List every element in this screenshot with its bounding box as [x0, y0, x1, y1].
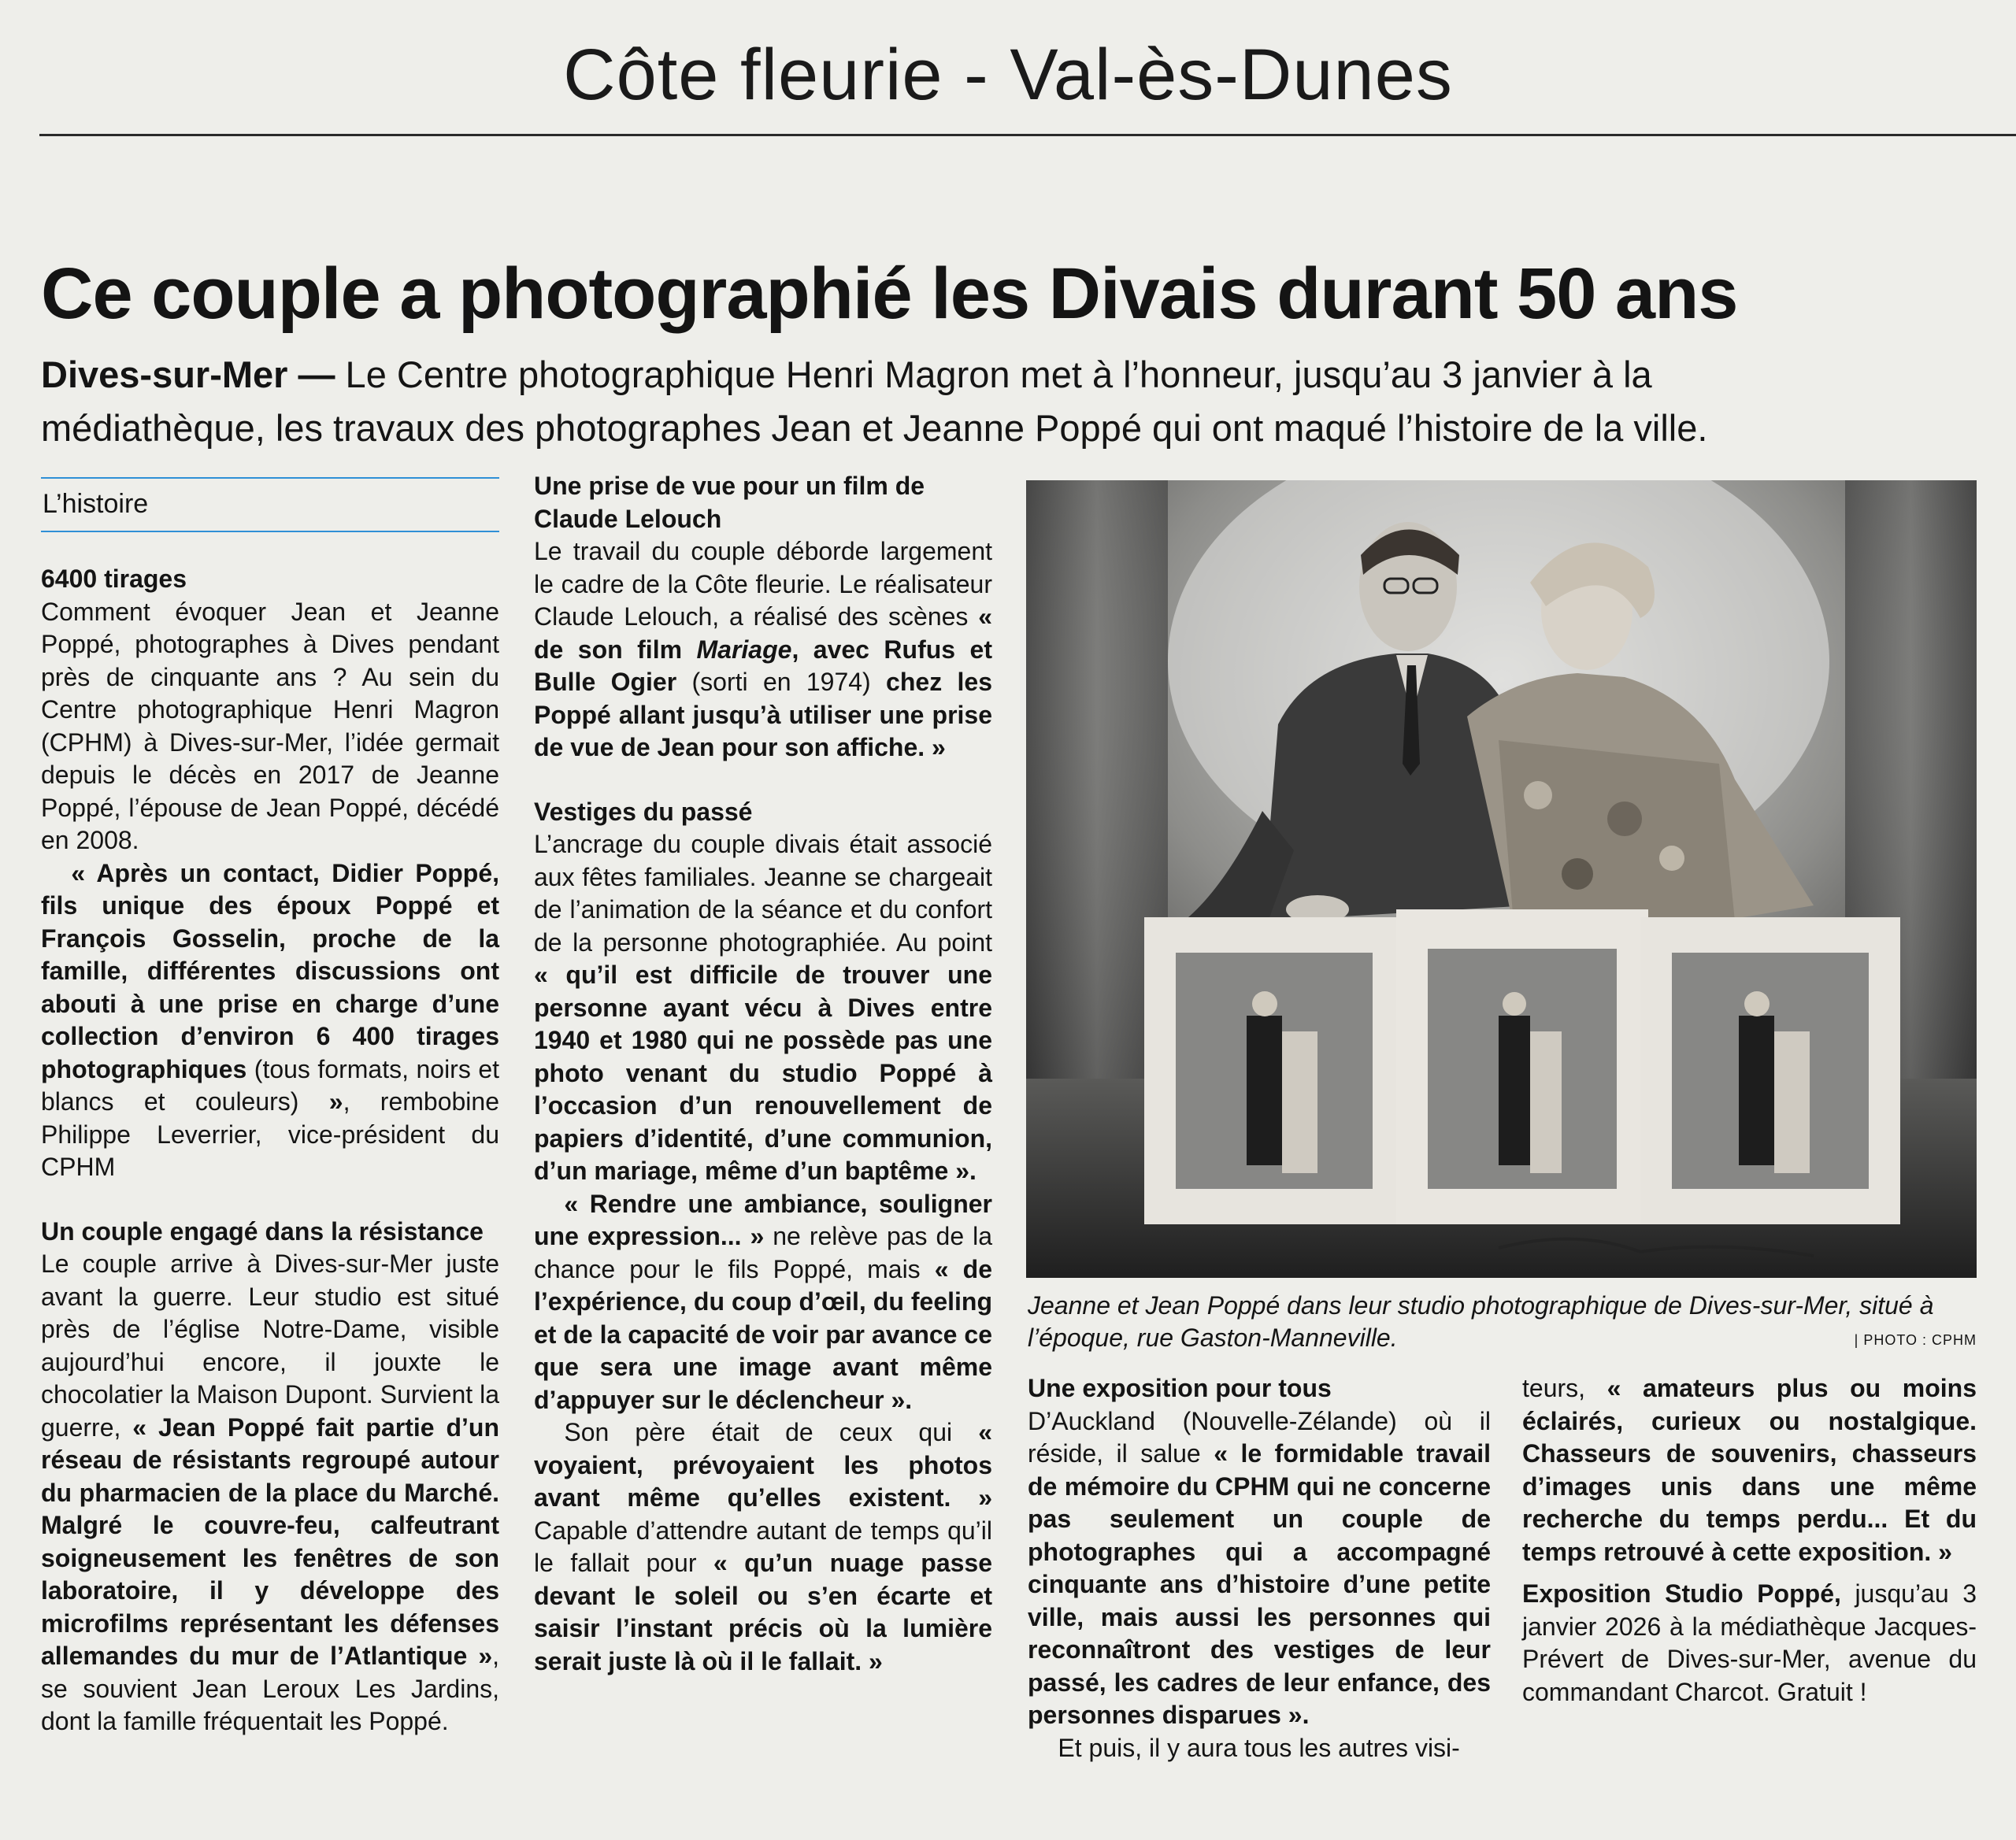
section-title: Côte fleurie - Val-ès-Dunes — [563, 35, 1453, 115]
text-run: jusqu’au 3 janvier 2026 à la médiathèque Jacques-Prévert de Dives-sur-Mer, avenue du commandant Charcot. Gratuit ! — [1522, 1579, 1977, 1706]
quote-text: « Rendre une ambiance, souligner une expression... » — [534, 1189, 992, 1250]
quote-text: « voyaient, prévoyaient les photos avant même qu’elles existent. » — [534, 1418, 992, 1512]
quote-text: » — [328, 1087, 343, 1116]
text-run: Le couple arrive à Dives-sur-Mer juste avant la guerre. Leur studio est situé près de l’église Notre-Dame, visible aujourd’hui encore, il jouxte le chocolatier la Maison Dupont. Survient la guerre, — [41, 1249, 499, 1442]
quote-text: « de son film — [534, 602, 992, 664]
subhead-tirages: 6400 tirages — [41, 565, 187, 593]
rubric-box — [41, 477, 499, 532]
text-run: ne relève pas de la chance pour le fils Poppé, mais — [534, 1222, 993, 1283]
paragraph — [534, 828, 992, 1188]
subhead-lelouch: Une prise de vue pour un film de Claude Lelouch — [534, 472, 925, 533]
photo-caption: Jeanne et Jean Poppé dans leur studio photographique de Dives-sur-Mer, situé à l’époque, rue Gaston-Manneville. — [1028, 1291, 1934, 1352]
article-photo — [1026, 480, 1977, 1278]
subhead-vestiges: Vestiges du passé — [534, 797, 753, 826]
text-run: teurs, — [1522, 1374, 1607, 1402]
quote-text: « de l’expérience, du coup d’œil, du feeling et de la capacité de voir par avance ce que sera une image avant même d’appuyer sur le déclencheur ». — [534, 1254, 993, 1414]
paragraph: Comment évoquer Jean et Jeanne Poppé, photographes à Dives pendant près de cinquante ans ? Au sein du Centre photographique Henri Magron (CPHM) à Dives-sur-Mer, l’idée germait depuis le décès en 2017 de Jeanne Poppé, l’épouse de Jean Poppé, décédé en 2008. — [41, 597, 499, 854]
text-run: , se souvient Jean Leroux Les Jardins, dont la famille fréquentait les Poppé. — [41, 1642, 499, 1735]
quote-text: « qu’il est difficile de trouver une personne ayant vécu à Dives entre 1940 et 1980 qui ne possède pas une photo venant du studio Poppé à l’occasion d’un renouvellement de papiers d’identité, d’une communion, d’un mariage, même d’un baptême ». — [534, 961, 992, 1185]
text-run: D’Auckland (Nouvelle-Zélande) où il réside, il salue — [1028, 1406, 1491, 1468]
paragraph — [41, 1248, 499, 1738]
quote-text: « Après un contact, Didier Poppé, fils unique des époux Poppé et François Gosselin, proche de la famille, différentes discussions ont abouti à une prise en charge d’une collection d’environ 6 400 tirages photographiques — [41, 858, 499, 1083]
quote-text: « le formidable travail de mémoire du CPHM qui ne concerne pas seulement un couple de photographes qui a accompagné cinquante ans d’histoire d’une petite ville, mais aussi les personnes qui reconnaîtront des vestiges de leur passé, les cadres de leur enfance, des personnes disparues ». — [1028, 1439, 1492, 1729]
text-run: Le travail du couple déborde largement le cadre de la Côte fleurie. Le réalisateur Claude Lelouch, a réalisé des scènes — [534, 537, 992, 631]
lede-text: Le Centre photographique Henri Magron met à l’honneur, jusqu’au 3 janvier à la médiathèque, les travaux des photographes Jean et Jeanne Poppé qui ont maqué l’histoire de la ville. — [41, 354, 1708, 449]
exposition-info — [1522, 1578, 1977, 1709]
paragraph — [41, 857, 499, 1184]
quote-text: « qu’un nuage passe devant le soleil ou s’en écarte et saisir l’instant précis où la lumière serait juste là où il le fallait. » — [534, 1549, 993, 1675]
frames-triptych — [1144, 909, 1900, 1224]
quote-text: , avec Rufus et Bulle Ogier — [534, 635, 993, 696]
column-3 — [1028, 1372, 1491, 1764]
paragraph — [1028, 1405, 1491, 1732]
section-divider — [39, 134, 2016, 136]
text-run: (tous formats, noirs et blancs et couleurs) — [41, 1054, 499, 1116]
text-run: Son père était de ceux qui — [564, 1418, 979, 1446]
rubric-label: L’histoire — [43, 489, 149, 519]
quote-text: chez les Poppé allant jusqu’à utiliser une prise de vue de Jean pour son affiche. » — [534, 668, 993, 761]
quote-text: « amateurs plus ou moins éclairés, curieux ou nostalgique. Chasseurs de souvenirs, chasseurs d’images unis dans une même recherche du temps perdu... Et du temps retrouvé à cette exposition. » — [1522, 1374, 1977, 1566]
column-4 — [1522, 1372, 1977, 1709]
column-1 — [41, 563, 499, 1738]
paragraph — [534, 1188, 992, 1417]
quote-text: « Jean Poppé fait partie d’un réseau de résistants regroupé autour du pharmacien de la place du Marché. Malgré le couvre-feu, calfeutrant soigneusement les fenêtres de son laboratoire, il y développe des microfilms représentant les défenses allemandes du mur de l’Atlantique » — [41, 1412, 500, 1670]
article-lede — [41, 348, 1773, 455]
paragraph — [1522, 1372, 1977, 1568]
photo-credit: | PHOTO : CPHM — [1854, 1332, 1977, 1348]
film-title: Mariage — [696, 635, 792, 664]
article-headline: Ce couple a photographié les Divais durant 50 ans — [41, 254, 1738, 334]
exposition-name: Exposition Studio Poppé, — [1522, 1579, 1841, 1608]
lede-place: Dives-sur-Mer — — [41, 354, 335, 395]
text-run: L’ancrage du couple divais était associé aux fêtes familiales. Jeanne se chargeait de l’animation de la séance et du confort de la personne photographiée. Au point — [534, 830, 992, 957]
paragraph — [534, 1416, 992, 1678]
text-run: , rembobine Philippe Leverrier, vice-président du CPHM — [41, 1087, 499, 1181]
subhead-exposition: Une exposition pour tous — [1028, 1374, 1332, 1402]
paragraph: Et puis, il y aura tous les autres visi- — [1058, 1733, 1460, 1762]
text-run: (sorti en 1974) — [676, 668, 887, 696]
subhead-resistance: Un couple engagé dans la résistance — [41, 1216, 484, 1246]
text-run: Capable d’attendre autant de temps qu’il le fallait pour — [534, 1516, 992, 1577]
paragraph — [534, 535, 992, 765]
column-2 — [534, 470, 992, 1678]
